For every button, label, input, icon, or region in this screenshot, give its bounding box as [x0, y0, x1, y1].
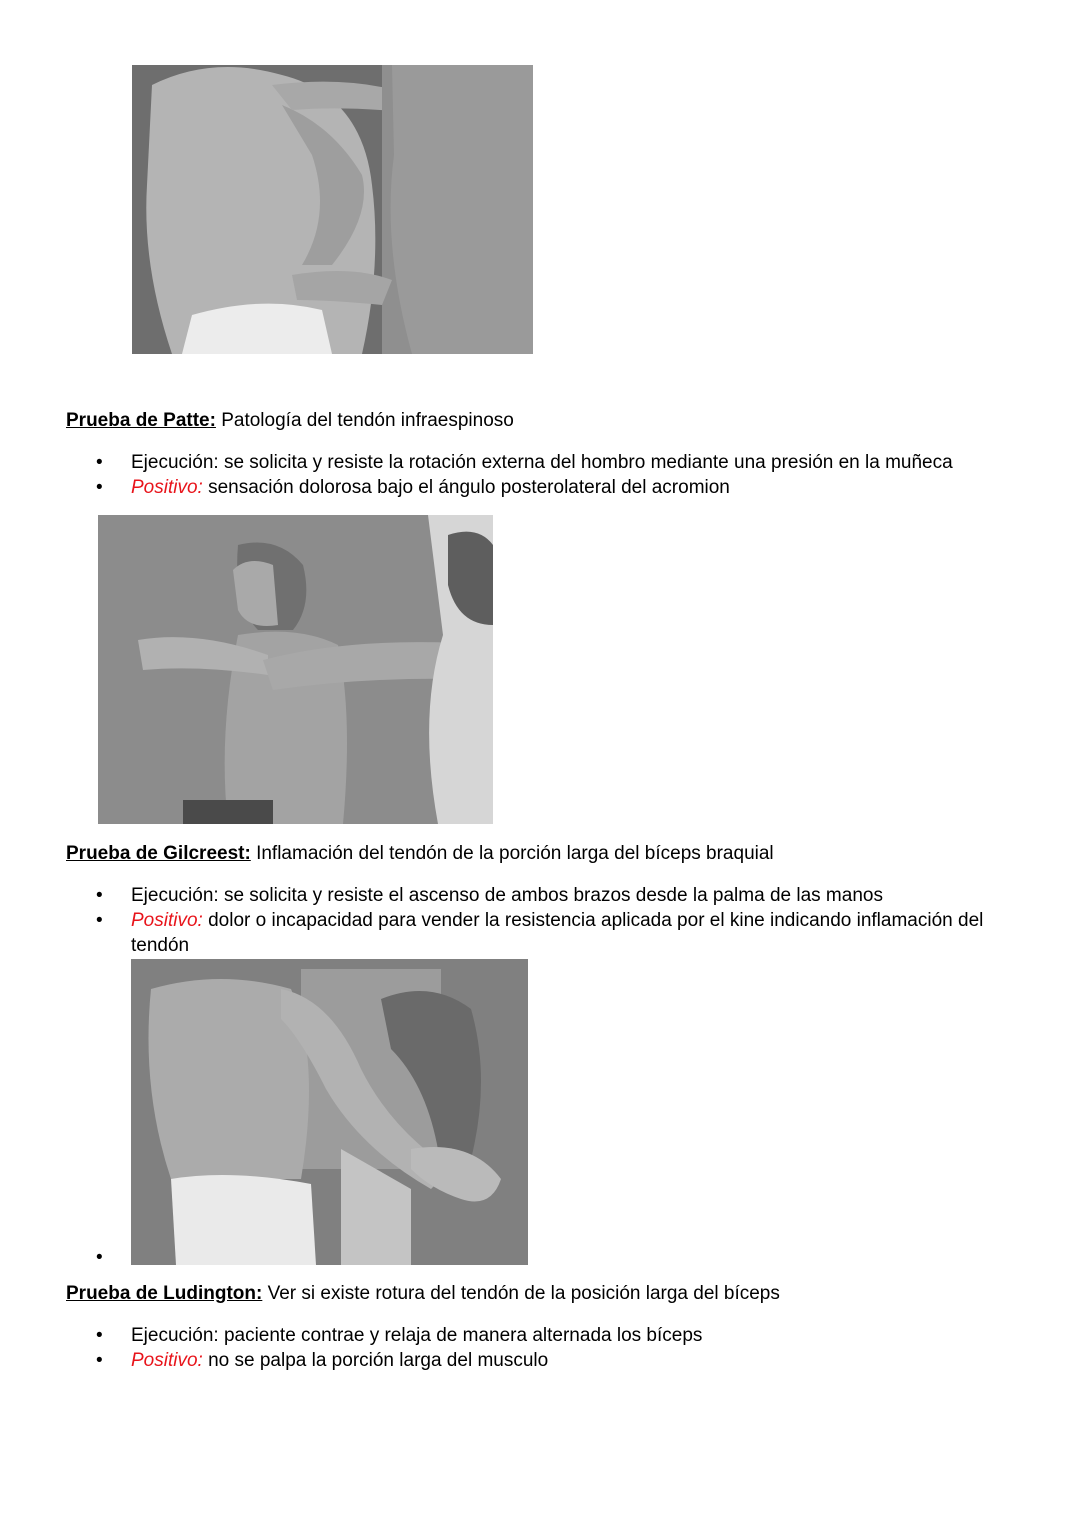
list-item [66, 908, 1006, 958]
positivo-label: Positivo: [131, 1350, 203, 1371]
positivo-text: no se palpa la porción larga del musculo [208, 1350, 549, 1371]
bullet-list-ludington [66, 1323, 1006, 1373]
ejecucion-text: Ejecución: se solicita y resiste la rotación externa del hombro mediante una presión en la muñeca [131, 452, 953, 473]
positivo-label: Positivo: [131, 477, 203, 498]
section-description: Ver si existe rotura del tendón de la posición larga del bíceps [267, 1283, 780, 1304]
list-item [66, 883, 1006, 908]
positivo-text: dolor o incapacidad para vender la resistencia aplicada por el kine indicando inflamación del tendón [131, 910, 984, 956]
list-item [66, 1323, 1006, 1348]
positivo-label: Positivo: [131, 910, 203, 931]
bullet-list-gilcreest [66, 883, 1006, 958]
section-heading-patte [66, 409, 514, 433]
list-item [66, 475, 1006, 500]
photo-front-arm-exam [131, 959, 528, 1265]
section-description: Patología del tendón infraespinoso [221, 410, 514, 431]
list-item [66, 1348, 1006, 1373]
empty-bullet: • [96, 1247, 103, 1268]
ejecucion-text: Ejecución: paciente contrae y relaja de manera alternada los bíceps [131, 1325, 703, 1346]
ejecucion-text: Ejecución: se solicita y resiste el ascenso de ambos brazos desde la palma de las manos [131, 885, 883, 906]
section-description: Inflamación del tendón de la porción larga del bíceps braquial [256, 843, 774, 864]
photo-back-exam [132, 65, 533, 354]
bullet-list-patte [66, 450, 1006, 500]
section-heading-ludington [66, 1282, 780, 1306]
photo-side-arm-exam [98, 515, 493, 824]
section-heading-gilcreest [66, 842, 774, 866]
list-item [66, 450, 1006, 475]
section-title: Prueba de Patte: [66, 410, 216, 431]
section-title: Prueba de Gilcreest: [66, 843, 251, 864]
section-title: Prueba de Ludington: [66, 1283, 263, 1304]
positivo-text: sensación dolorosa bajo el ángulo posterolateral del acromion [208, 477, 730, 498]
